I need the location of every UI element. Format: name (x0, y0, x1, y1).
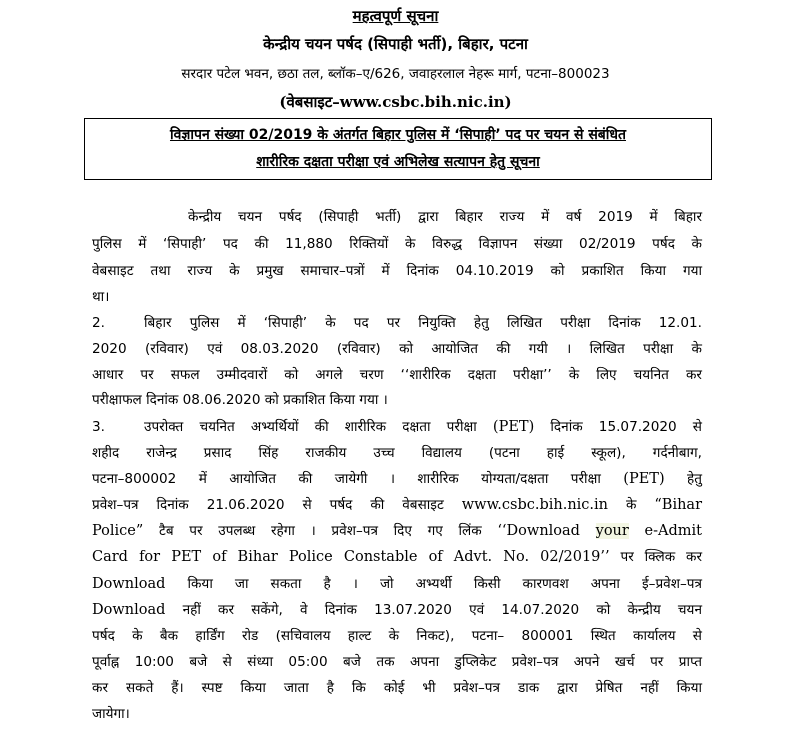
para1-line-2: पुलिस में ‘सिपाही’ पद की 11,880 रिक्तियों के विरुद्ध विज्ञापन संख्या 02/2019 पर्षद के (92, 236, 702, 252)
para1-line-3: वेबसाइट तथा राज्य के प्रमुख समाचार–पत्रों में दिनांक 04.10.2019 को प्रकाशित किया गया (92, 263, 702, 279)
subject-box (84, 118, 712, 180)
download-link-title: Card for PET of Bihar Police Constable of Advt. No. 02/2019’’ (92, 549, 610, 565)
para2-number: 2. (92, 315, 105, 331)
para3-number: 3. (92, 419, 105, 435)
para2-line-4: परीक्षाफल दिनांक 08.06.2020 को प्रकाशित किया गया । (92, 392, 388, 408)
subject-line-2: शारीरिक दक्षता परीक्षा एवं अभिलेख सत्यापन हेतु सूचना (256, 154, 540, 170)
para1-line-1: केन्द्रीय चयन पर्षद (सिपाही भर्ती) द्वारा बिहार राज्य में वर्ष 2019 में बिहार (188, 209, 702, 225)
para3-line-4: प्रवेश–पत्र दिनांक 21.06.2020 से पर्षद की वेबसाइट www.csbc.bih.nic.in के “Bihar (92, 497, 702, 513)
para3-line-3: पटना–800002 में आयोजित की जायेगी । शारीरिक योग्यता/दक्षता परीक्षा (PET) हेतु (92, 471, 702, 487)
organization-address: सरदार पटेल भवन, छठा तल, ब्लॉक–ए/626, जवाहरलाल नेहरू मार्ग, पटना–800023 (181, 66, 610, 82)
para3-line-10: पूर्वाह्न 10:00 बजे से संध्या 05:00 बजे तक अपना डुप्लिकेट प्रवेश–पत्र अपने खर्च पर प्राप्त (92, 654, 702, 670)
notice-title: महत्वपूर्ण सूचना (352, 7, 439, 25)
para2-line-1: बिहार पुलिस में ‘सिपाही’ के पद पर नियुक्ति हेतु लिखित परीक्षा दिनांक 12.01. (144, 315, 702, 331)
para1-line-4: था। (92, 289, 110, 305)
para3-line-12: जायेगा। (92, 706, 130, 722)
website-line: (वेबसाइट–www.csbc.bih.nic.in) (279, 93, 512, 111)
para3-line-2: शहीद राजेन्द्र प्रसाद सिंह राजकीय उच्च विद्यालय (पटना हाई स्कूल), गर्दनीबाग, (92, 445, 702, 461)
para2-line-2: 2020 (रविवार) एवं 08.03.2020 (रविवार) को आयोजित की गयी । लिखित परीक्षा के (92, 341, 702, 357)
para3-line-8: Download नहीं कर सकेंगे, वे दिनांक 13.07.2020 एवं 14.07.2020 को केन्द्रीय चयन (92, 602, 702, 618)
para3-line-1: उपरोक्त चयनित अभ्यर्थियों की शारीरिक दक्षता परीक्षा (PET) दिनांक 15.07.2020 से (144, 419, 702, 435)
website-reference: www.csbc.bih.nic.in (461, 497, 609, 513)
para2-line-3: आधार पर सफल उम्मीदवारों को अगले चरण ‘‘शारीरिक दक्षता परीक्षा’’ के लिए चयनित कर (92, 367, 702, 383)
para3-line-6: Card for PET of Bihar Police Constable of Advt. No. 02/2019’’ पर क्लिक कर (92, 549, 703, 565)
para3-line-7: Download किया जा सकता है । जो अभ्यर्थी किसी कारणवश अपना ई–प्रवेश–पत्र (92, 576, 702, 592)
para3-line-11: कर सकते हैं। स्पष्ट किया जाता है कि कोई भी प्रवेश–पत्र डाक द्वारा प्रेषित नहीं किया (92, 680, 702, 696)
organization-name: केन्द्रीय चयन पर्षद (सिपाही भर्ती), बिहार, पटना (263, 35, 528, 53)
para3-line-5: Police” टैब पर उपलब्ध रहेगा । प्रवेश–पत्र दिए गए लिंक ‘‘Download your e-Admit (92, 523, 702, 539)
para3-line-9: पर्षद के बैक हार्डिंग रोड (सचिवालय हाल्ट के निकट), पटना– 800001 स्थित कार्यालय से (92, 628, 702, 644)
subject-line-1: विज्ञापन संख्या 02/2019 के अंतर्गत बिहार पुलिस में ‘सिपाही’ पद पर चयन से संबंधित (169, 127, 626, 143)
